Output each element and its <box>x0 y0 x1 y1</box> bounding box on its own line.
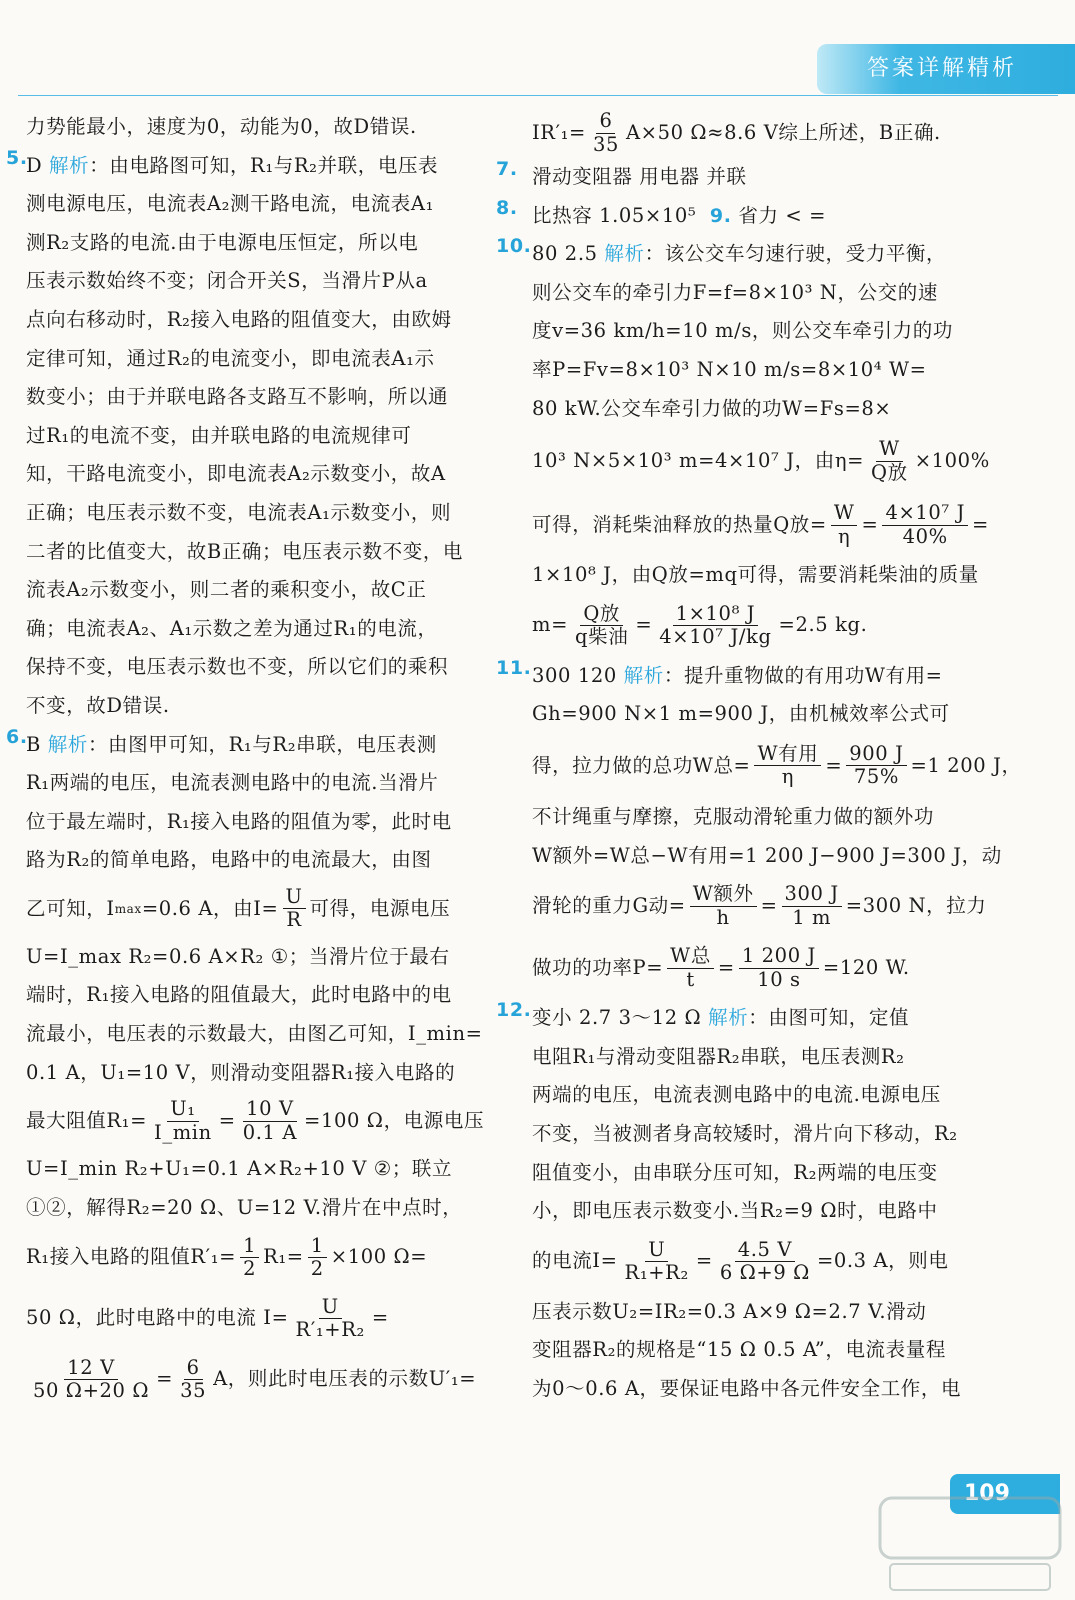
fraction: $\frac{\text{W有用}}{\eta}$ <box>754 743 821 789</box>
formula-line: 最大阻值R₁= $\frac{\text{U₁}}{I\_\min}$ = $\frac{10 V}{0.1 A}$ =100 Ω，电源电压 <box>26 1097 485 1144</box>
answer-line: 端时，R₁接入电路的阻值最大，此时电路中的电 <box>26 983 452 1007</box>
fraction: $\frac{U}{\text{R₁+R₂}}$ <box>624 1237 689 1285</box>
fraction: $\frac{1}{2}$ <box>308 1235 327 1281</box>
fraction: $\frac{\text{W额外}}{h}$ <box>690 883 757 929</box>
fraction: $\frac{\text{Q放}}{\text{q柴油}}$ <box>575 601 629 649</box>
answer-number: 6. <box>6 725 28 748</box>
header-divider <box>18 95 1058 96</box>
answer-number: 7. <box>496 158 518 180</box>
fraction: $\frac{U}{\text{R′₁+R₂}}$ <box>295 1294 365 1341</box>
answer-line: 两端的电压，电流表测电路中的电流.电源电压 <box>532 1083 941 1107</box>
answer-line: 不计绳重与摩擦，克服动滑轮重力做的额外功 <box>532 804 935 828</box>
answer-line: 测电源电压，电流表A₂测干路电流，电流表A₁ <box>26 192 434 216</box>
answer-12 <box>496 999 1032 1408</box>
fraction: $\frac{900 J}{75\%}$ <box>846 743 906 789</box>
answer-number: 5. <box>6 146 28 169</box>
formula-line: 做功的功率P= $\frac{\text{W总}}{t}$ = $\frac{1 200 J}{10 s}$ =120 W. <box>532 944 910 991</box>
fraction: $\frac{4.5 V}{6 \Omega+9 \Omega}$ <box>719 1237 810 1285</box>
left-column <box>6 108 494 1409</box>
answer-10 <box>496 235 1032 657</box>
answer-line: 正确；电压表示数不变，电流表A₁示数变小，则 <box>26 500 452 524</box>
right-column <box>496 108 1032 1408</box>
answer-line: 电阻R₁与滑动变阻器R₂串联，电压表测R₂ <box>532 1044 905 1068</box>
answer-line: 保持不变，电压表示数也不变，所以它们的乘积 <box>26 655 449 679</box>
answer-line: 比热容 1.05×10⁵ 9. 省力 < = <box>532 203 827 227</box>
answer-line: Gh=900 N×1 m=900 J，由机械效率公式可 <box>532 702 950 726</box>
answer-5 <box>6 146 494 726</box>
formula-line: 的电流I= $\frac{U}{\text{R₁+R₂}}$ = $\frac{4.5 V}{6 \Omega+9 \Omega}$ =0.3 A，则电 <box>532 1237 949 1285</box>
answer-line: 300 120 解析：提升重物做的有用功W有用= <box>532 663 943 687</box>
answer-line: 80 2.5 解析：该公交车匀速行驶，受力平衡， <box>532 242 947 266</box>
fraction: $\frac{6}{35}$ <box>592 109 619 156</box>
answer-line: 80 kW.公交车牵引力做的功W=Fs=8× <box>532 396 892 420</box>
answer-line: 为0～0.6 A，要保证电路中各元件安全工作，电 <box>532 1376 962 1400</box>
answer-11 <box>496 656 1032 999</box>
answer-line: 0.1 A，U₁=10 V，则滑动变阻器R₁接入电路的 <box>26 1060 456 1084</box>
watermark-logo <box>870 1478 1070 1596</box>
fraction: $\frac{W}{\eta}$ <box>831 502 858 548</box>
fraction: $\frac{W}{\text{Q放}}$ <box>871 437 908 484</box>
q6-continuation: IR′₁= $\frac{6}{35}$ A×50 Ω≈8.6 V综上所述，B正确. <box>532 109 941 156</box>
fraction: $\frac{\text{U₁}}{I\_\min}$ <box>154 1097 212 1144</box>
analysis-tag: 解析 <box>49 153 90 177</box>
answer-number: 9. <box>709 204 732 227</box>
fraction: $\frac{\text{W总}}{t}$ <box>667 945 714 991</box>
answer-line: 变阻器R₂的规格是“15 Ω 0.5 A”，电流表量程 <box>532 1338 946 1362</box>
answer-line: 则公交车的牵引力F=f=8×10³ N，公交的速 <box>532 280 938 304</box>
fraction: $\frac{6}{35}$ <box>180 1355 207 1402</box>
fraction: $\frac{12 V}{50 \Omega+20 \Omega}$ <box>33 1355 150 1402</box>
answer-line: W额外=W总−W有用=1 200 J−900 J=300 J，动 <box>532 843 1002 867</box>
answer-line: 阻值变小，由串联分压可知，R₂两端的电压变 <box>532 1160 938 1184</box>
answer-line: 知，干路电流变小，即电流表A₂示数变小，故A <box>26 462 446 486</box>
answer-line: 1×10⁸ J，由Q放=mq可得，需要消耗柴油的质量 <box>532 563 979 587</box>
answer-line: 二者的比值变大，故B正确；电压表示数不变，电 <box>26 539 464 563</box>
answer-line: 确；电流表A₂、A₁示数之差为通过R₁的电流， <box>26 616 438 640</box>
answer-line: 不变，当被测者身高较矮时，滑片向下移动，R₂ <box>532 1121 958 1145</box>
answer-line: R₁两端的电压，电流表测电路中的电流.当滑片 <box>26 771 439 795</box>
answer-number: 12. <box>496 999 532 1022</box>
answer-number: 10. <box>496 235 532 258</box>
fraction: $\frac{10 V}{0.1 A}$ <box>242 1097 298 1144</box>
answer-line: 流表A₂示数变小，则二者的乘积变小，故C正 <box>26 578 427 602</box>
analysis-tag: 解析 <box>708 1006 749 1030</box>
formula-line: 滑轮的重力G动= $\frac{\text{W额外}}{h}$ = $\frac{300 J}{1 m}$ =300 N，拉力 <box>532 882 987 929</box>
q4-tail: 力势能最小，速度为0，动能为0，故D错误. <box>26 115 417 138</box>
answer-line: B 解析：由图甲可知，R₁与R₂串联，电压表测 <box>26 732 437 756</box>
answer-line: U=I_max R₂=0.6 A×R₂ ①；当滑片位于最右 <box>26 944 450 968</box>
answer-number: 11. <box>496 656 532 679</box>
fraction: $\frac{\text{1×10⁸ J}}{\text{4×10⁷ J/kg}}$ <box>659 601 772 649</box>
formula-line: 10³ N×5×10³ m=4×10⁷ J，由η= $\frac{W}{\text{Q放}}$ ×100% <box>532 437 990 484</box>
answer-line: 过R₁的电流不变，由并联电路的电流规律可 <box>26 423 412 447</box>
formula-line: 得，拉力做的总功W总= $\frac{\text{W有用}}{\eta}$ = $\frac{900 J}{75\%}$ =1 200 J， <box>532 742 1022 789</box>
analysis-tag: 解析 <box>623 663 664 687</box>
formula-line: $\frac{12 V}{50 \Omega+20 \Omega}$ = $\frac{6}{35}$ A，则此时电压表的示数U′₁= <box>26 1349 494 1409</box>
section-title-tab: 答案详解精析 <box>817 44 1075 94</box>
answer-number: 8. <box>496 196 518 219</box>
answer-8-9 <box>496 196 1032 236</box>
formula-line: m= $\frac{\text{Q放}}{\text{q柴油}}$ = $\frac{\text{1×10⁸ J}}{\text{4×10⁷ J/kg}}$ =2.5 kg. <box>532 601 868 649</box>
answer-line: 压表示数U₂=IR₂=0.3 A×9 Ω=2.7 V.滑动 <box>532 1299 927 1323</box>
answer-line: 点向右移动时，R₂接入电路的阻值变大，由欧姆 <box>26 307 452 331</box>
fraction: $\frac{1}{2}$ <box>240 1235 259 1281</box>
fraction: $\frac{U}{R}$ <box>283 886 306 932</box>
answer-line: 滑动变阻器 用电器 并联 <box>532 165 747 188</box>
answer-line: U=I_min R₂+U₁=0.1 A×R₂+10 V ②；联立 <box>26 1157 453 1181</box>
analysis-tag: 解析 <box>604 242 645 266</box>
answer-7 <box>496 158 1032 197</box>
answer-line: 测R₂支路的电流.由于电源电压恒定，所以电 <box>26 230 419 254</box>
answer-line: 度v=36 km/h=10 m/s，则公交车牵引力的功 <box>532 319 953 343</box>
answer-line: 位于最左端时，R₁接入电路的阻值为零，此时电 <box>26 809 452 833</box>
answer-line: 数变小；由于并联电路各支路互不影响，所以通 <box>26 385 449 409</box>
answer-line: 压表示数始终不变；闭合开关S，当滑片P从a <box>26 269 428 293</box>
formula-line: R₁接入电路的阻值R′₁= $\frac{1}{2}$ R₁= $\frac{1}{2}$ ×100 Ω= <box>26 1233 428 1280</box>
answer-line: 小，即电压表示数变小.当R₂=9 Ω时，电路中 <box>532 1199 938 1223</box>
answer-line: 率P=Fv=8×10³ N×10 m/s=8×10⁴ W= <box>532 357 927 381</box>
answer-line: D 解析：由电路图可知，R₁与R₂并联，电压表 <box>26 153 439 177</box>
fraction: $\frac{\text{4×10⁷ J}}{40\%}$ <box>882 502 968 548</box>
answer-line: ①②，解得R₂=20 Ω、U=12 V.滑片在中点时， <box>26 1195 463 1219</box>
formula-line: 可得，消耗柴油释放的热量Q放= $\frac{W}{\eta}$ = $\frac{\text{4×10⁷ J}}{40\%}$ = <box>532 501 989 548</box>
answer-line: 定律可知，通过R₂的电流变小，即电流表A₁示 <box>26 346 435 370</box>
answer-6 <box>6 725 494 1410</box>
answer-line: 不变，故D错误. <box>26 693 170 717</box>
fraction: $\frac{1 200 J}{10 s}$ <box>739 945 819 991</box>
answer-line: 路为R₂的简单电路，电路中的电流最大，由图 <box>26 848 432 872</box>
answer-line: 变小 2.7 3～12 Ω 解析：由图可知，定值 <box>532 1006 910 1030</box>
answer-line: 流最小，电压表的示数最大，由图乙可知，I_min= <box>26 1022 483 1046</box>
analysis-tag: 解析 <box>47 732 88 756</box>
fraction: $\frac{300 J}{1 m}$ <box>782 883 842 929</box>
formula-line: 乙可知，I max =0.6 A，由I= $\frac{U}{R}$ 可得，电源电压 <box>26 884 451 932</box>
page-number: 109 <box>950 1474 1060 1514</box>
formula-line: 50 Ω，此时电路中的电流 I= $\frac{U}{\text{R′₁+R₂}}$ = <box>26 1294 389 1341</box>
